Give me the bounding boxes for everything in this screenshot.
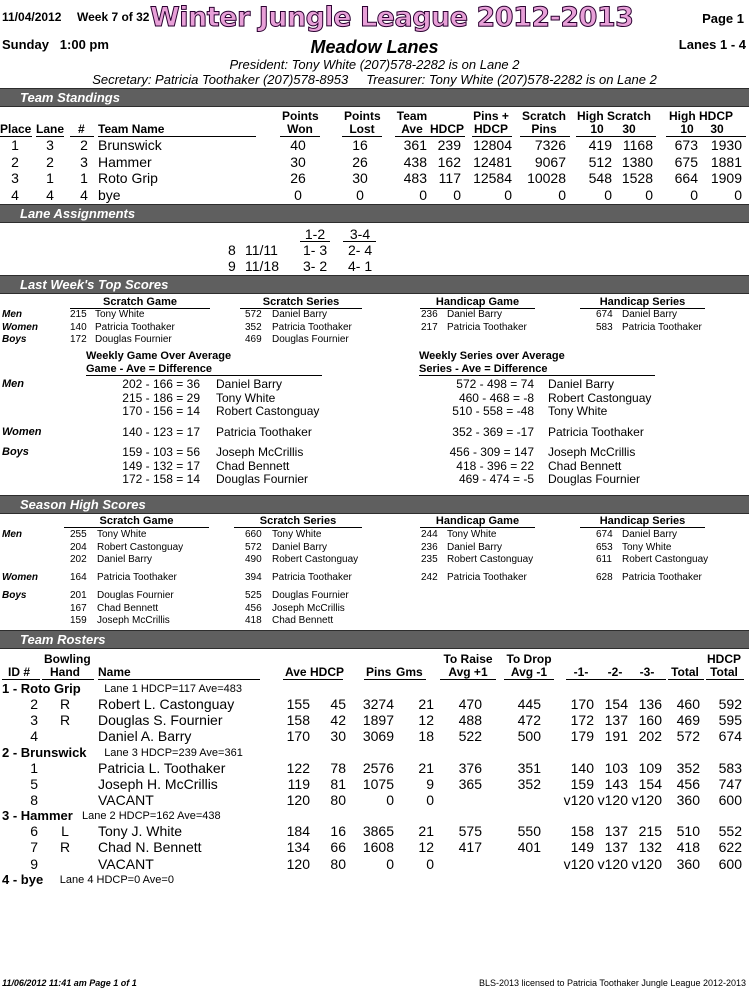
roster-cell: 179 (570, 728, 594, 745)
standings-cell: 3 (11, 170, 19, 186)
bowler-name: Robert Castonguay (622, 554, 709, 565)
roster-cell: 78 (330, 759, 346, 776)
standings-cell: 3 (46, 137, 54, 153)
score: 215 (70, 309, 87, 320)
score: 653 (596, 541, 613, 553)
player-name: Daniel A. Barry (98, 728, 192, 745)
roster-cell: R (59, 696, 71, 712)
roster-cell: 583 (718, 759, 742, 776)
roster-cell: 592 (718, 696, 742, 712)
over-avg-calc: 170 - 156 = 14 (122, 404, 200, 418)
score: 352 (245, 321, 262, 333)
standings-cell: 438 (403, 153, 427, 170)
secretary-line: Secretary: Patricia Toothaker (207)578-8953 Treasurer: Tony White (207)578-2282 is on Lane 2 (92, 72, 657, 87)
roster-cell: 184 (286, 823, 310, 840)
page-label: Page 1 (702, 11, 744, 26)
roster-cell: 418 (676, 839, 700, 856)
roster-cell: 140 (570, 759, 594, 776)
over-avg-calc: 140 - 123 = 17 (122, 425, 200, 439)
player-name: Tony J. White (98, 823, 183, 840)
bowler-name: Robert Castonguay (272, 554, 359, 565)
roster-cell: 191 (604, 728, 628, 745)
group-label: Men (2, 529, 22, 540)
standings-cell: 2 (80, 137, 88, 153)
score: 611 (596, 554, 612, 565)
roster-cell: v120 (563, 792, 594, 808)
standings-cell: 0 (690, 186, 698, 203)
standings-cell: 162 (437, 153, 461, 170)
team-title: 2 - Brunswick (2, 744, 87, 760)
standings-cell: 483 (403, 170, 427, 186)
standings-cell: 0 (734, 186, 742, 203)
score: 140 (70, 321, 87, 333)
bowler-name: Daniel Barry (272, 309, 328, 320)
roster-cell: 470 (458, 696, 482, 712)
section-last-week: Last Week's Top Scores (0, 275, 749, 294)
roster-cell: 3274 (362, 696, 394, 712)
roster-cell: 16 (330, 823, 346, 840)
roster-cell: 66 (330, 839, 346, 856)
bowler-name: Daniel Barry (97, 554, 153, 565)
standings-cell: 675 (674, 153, 698, 170)
roster-cell: 137 (604, 712, 628, 729)
roster-cell: 109 (638, 759, 662, 776)
bowler-name: Douglas Fournier (97, 590, 174, 601)
standings-cell: 40 (290, 137, 306, 153)
roster-cell: R (59, 839, 71, 856)
roster-cell: 149 (570, 839, 594, 856)
standings-cell: 26 (352, 153, 368, 170)
roster-cell: 155 (286, 696, 310, 712)
roster-cell: 120 (286, 792, 310, 808)
roster-cell: 42 (330, 712, 346, 729)
bowler-name: Joseph McCrillis (272, 602, 345, 614)
bowler-name: Patricia Toothaker (622, 572, 702, 583)
bowler-name: Patricia Toothaker (216, 425, 312, 439)
standings-cell: 117 (438, 170, 461, 186)
group-label: Boys (2, 590, 27, 601)
standings-cell: 2 (11, 153, 19, 170)
score: 204 (70, 541, 87, 553)
standings-cell: 548 (588, 170, 612, 186)
president-line: President: Tony White (207)578-2282 is on Lane 2 (229, 57, 520, 72)
team-title: 3 - Hammer (2, 808, 73, 824)
standings-cell: 0 (419, 186, 427, 203)
bowler-name: Tony White (95, 309, 145, 320)
roster-cell: 21 (418, 696, 434, 712)
roster-cell: 0 (426, 855, 434, 872)
roster-cell: v120 (597, 855, 628, 872)
standings-cell: 12584 (473, 170, 512, 186)
roster-cell: 445 (517, 696, 541, 712)
roster-cell: 154 (604, 696, 628, 712)
standings-cell: 4 (80, 186, 88, 203)
over-avg-calc: 572 - 498 = 74 (456, 377, 534, 391)
roster-cell: 80 (330, 855, 346, 872)
roster-cell: 9 (426, 775, 434, 792)
group-label: Women (2, 426, 42, 438)
team-name: bye (98, 186, 121, 203)
roster-cell: L (61, 823, 69, 840)
roster-cell: v120 (631, 855, 662, 872)
roster-cell: 137 (604, 839, 628, 856)
score: 172 (70, 334, 87, 345)
roster-cell: 3 (30, 712, 38, 729)
standings-cell: 12481 (473, 153, 512, 170)
roster-cell: 360 (676, 855, 700, 872)
score: 572 (245, 541, 262, 553)
roster-cell: 1 (30, 759, 38, 776)
roster-cell: 550 (517, 823, 541, 840)
standings-cell: 0 (558, 186, 566, 203)
over-avg-calc: 456 - 309 = 147 (449, 445, 534, 459)
score: 242 (421, 572, 438, 583)
bowler-name: Tony White (548, 404, 608, 418)
roster-cell: 376 (458, 759, 482, 776)
roster-cell: 12 (418, 839, 434, 856)
standings-cell: 664 (674, 170, 698, 186)
roster-cell: 4 (30, 728, 38, 745)
over-avg-calc: 202 - 166 = 36 (122, 377, 200, 391)
roster-cell: 158 (570, 823, 594, 840)
roster-cell: 360 (676, 792, 700, 808)
roster-cell: v120 (597, 792, 628, 808)
standings-cell: 0 (504, 186, 512, 203)
player-name: Robert L. Castonguay (98, 696, 235, 712)
group-label: Boys (2, 446, 29, 458)
roster-cell: 0 (386, 792, 394, 808)
standings-cell: 512 (588, 153, 612, 170)
bowler-name: Joseph McCrillis (216, 445, 304, 459)
over-avg-calc: 215 - 186 = 29 (122, 390, 200, 405)
over-avg-calc: 460 - 468 = -8 (458, 390, 534, 405)
bowler-name: Joseph McCrillis (548, 445, 636, 459)
score: 469 (245, 334, 262, 345)
roster-cell: 469 (676, 712, 700, 729)
over-avg-calc: 469 - 474 = -5 (458, 472, 534, 486)
roster-cell: 18 (418, 728, 434, 745)
score: 525 (245, 590, 262, 601)
player-name: Joseph H. McCrillis (98, 775, 218, 792)
bowler-name: Daniel Barry (447, 541, 503, 553)
roster-cell: 202 (638, 728, 662, 745)
bowler-name: Robert Castonguay (548, 390, 652, 405)
roster-cell: 472 (517, 712, 541, 729)
roster-cell: 170 (570, 696, 594, 712)
score: 244 (421, 529, 438, 540)
team-name: Hammer (98, 153, 152, 170)
bowler-name: Robert Castonguay (97, 541, 184, 553)
roster-cell: 5 (30, 775, 38, 792)
score: 167 (70, 602, 87, 614)
bowler-name: Patricia Toothaker (272, 321, 352, 333)
roster-cell: 103 (604, 759, 628, 776)
standings-cell: 12804 (473, 137, 512, 153)
bowler-name: Robert Castonguay (216, 404, 320, 418)
roster-cell: 137 (604, 823, 628, 840)
roster-cell: 2 (30, 696, 38, 712)
roster-cell: 622 (718, 839, 742, 856)
over-avg-calc: 418 - 396 = 22 (456, 458, 534, 473)
roster-cell: 170 (286, 728, 310, 745)
team-info: Lane 1 HDCP=117 Ave=483 (104, 683, 242, 695)
roster-cell: 595 (718, 712, 742, 729)
player-name: VACANT (98, 855, 154, 872)
bowler-name: Daniel Barry (622, 529, 678, 540)
standings-cell: 0 (294, 186, 302, 203)
lanes-label: Lanes 1 - 4 (678, 37, 746, 52)
standings-cell: 1 (80, 170, 88, 186)
standings-cell: 673 (674, 137, 698, 153)
group-label: Men (2, 309, 22, 320)
week-label: Week 7 of 32 (77, 10, 150, 24)
standings-cell: 7326 (534, 137, 566, 153)
roster-cell: 8 (30, 792, 38, 808)
team-title: 1 - Roto Grip (2, 681, 81, 696)
roster-cell: 575 (458, 823, 482, 840)
bowler-name: Patricia Toothaker (447, 572, 527, 583)
bowler-name: Daniel Barry (447, 309, 503, 320)
score: 236 (421, 541, 438, 553)
bowler-name: Tony White (272, 529, 322, 540)
roster-cell: 3865 (362, 823, 394, 840)
player-name: VACANT (98, 792, 154, 808)
roster-cell: 600 (718, 855, 742, 872)
roster-cell: v120 (631, 792, 662, 808)
standings-cell: 30 (352, 170, 368, 186)
roster-cell: 12 (418, 712, 434, 729)
bowler-name: Douglas Fournier (272, 590, 349, 601)
score: 201 (70, 590, 87, 601)
roster-cell: 80 (330, 792, 346, 808)
roster-cell: 122 (286, 759, 310, 776)
center-name: Meadow Lanes (310, 37, 439, 57)
roster-cell: 132 (638, 839, 662, 856)
roster-cell: 1897 (362, 712, 394, 729)
roster-cell: 215 (638, 823, 662, 840)
group-label: Women (2, 321, 38, 333)
score: 418 (245, 615, 262, 626)
roster-cell: 747 (718, 775, 742, 792)
standings-cell: 0 (356, 186, 364, 203)
roster-cell: 2576 (362, 759, 394, 776)
standings-cell: 10028 (527, 170, 566, 186)
group-label: Men (2, 378, 24, 390)
over-avg-calc: 172 - 158 = 14 (122, 472, 200, 486)
roster-cell: 134 (286, 839, 310, 856)
roster-cell: 7 (30, 839, 38, 856)
standings-cell: 1380 (621, 153, 653, 170)
standings-cell: 2 (46, 153, 54, 170)
score: 164 (70, 572, 87, 583)
roster-cell: 1608 (362, 839, 394, 856)
roster-cell: 456 (676, 775, 700, 792)
score: 235 (421, 554, 438, 565)
roster-cell: 0 (386, 855, 394, 872)
bowler-name: Daniel Barry (548, 377, 615, 391)
standings-cell: 1528 (621, 170, 653, 186)
over-avg-calc: 159 - 103 = 56 (122, 445, 200, 459)
standings-cell: 4 (11, 186, 19, 203)
roster-cell: 401 (517, 839, 541, 856)
roster-cell: 120 (286, 855, 310, 872)
bowler-name: Chad Bennett (548, 458, 622, 473)
roster-cell: 119 (287, 775, 310, 792)
roster-cell: 0 (426, 792, 434, 808)
roster-cell: 143 (604, 775, 628, 792)
section-team-rosters: Team Rosters (0, 630, 749, 649)
roster-cell: 572 (676, 728, 700, 745)
roster-cell: 3069 (362, 728, 394, 745)
standings-cell: 239 (437, 137, 461, 153)
roster-cell: 172 (570, 712, 594, 729)
roster-cell: 552 (718, 823, 742, 840)
bowler-name: Patricia Toothaker (272, 572, 352, 583)
team-info: Lane 3 HDCP=239 Ave=361 (104, 746, 243, 759)
section-season-high: Season High Scores (0, 495, 749, 514)
score: 394 (245, 572, 262, 583)
roster-cell: R (59, 712, 71, 729)
footer-left: 11/06/2012 11:41 am Page 1 of 1 (2, 978, 137, 988)
team-name: Roto Grip (98, 170, 158, 186)
score: 217 (421, 321, 438, 333)
score: 628 (596, 572, 613, 583)
bowler-name: Patricia Toothaker (622, 321, 702, 333)
roster-cell: 158 (286, 712, 310, 729)
bowler-name: Tony White (622, 541, 672, 553)
standings-cell: 0 (453, 186, 461, 203)
bowler-name: Tony White (216, 390, 276, 405)
roster-cell: 136 (638, 696, 662, 712)
group-label: Women (2, 572, 38, 583)
roster-cell: 45 (330, 696, 346, 712)
score: 674 (596, 309, 613, 320)
bowler-name: Chad Bennett (97, 602, 159, 614)
roster-cell: 600 (718, 792, 742, 808)
bowler-name: Daniel Barry (216, 377, 283, 391)
bowler-name: Patricia Toothaker (95, 321, 175, 333)
roster-cell: 30 (330, 728, 346, 745)
team-name: Brunswick (98, 137, 162, 153)
roster-cell: 21 (418, 759, 434, 776)
bowler-name: Robert Castonguay (447, 554, 534, 565)
standings-cell: 0 (604, 186, 612, 203)
roster-cell: 352 (517, 775, 541, 792)
score: 674 (596, 529, 613, 540)
roster-cell: 365 (458, 775, 482, 792)
roster-cell: 6 (30, 823, 38, 840)
section-team-standings: Team Standings (0, 88, 749, 107)
player-name: Patricia L. Toothaker (98, 759, 226, 776)
standings-cell: 9067 (534, 153, 566, 170)
day-time: Sunday 1:00 pm (2, 37, 109, 52)
bowler-name: Douglas Fournier (95, 334, 172, 345)
bowler-name: Chad Bennett (272, 615, 334, 626)
roster-cell: 674 (718, 728, 742, 745)
standings-cell: 1930 (710, 137, 742, 153)
bowler-name: Tony White (97, 529, 147, 540)
standings-cell: 1168 (622, 137, 653, 153)
footer-right: BLS-2013 licensed to Patricia Toothaker Jungle League 2012-2013 (478, 978, 746, 988)
roster-cell: 154 (638, 775, 662, 792)
roster-cell: 522 (458, 728, 482, 745)
score: 159 (70, 615, 87, 626)
standings-cell: 0 (645, 186, 653, 203)
roster-cell: 81 (330, 775, 346, 792)
score: 490 (245, 554, 262, 565)
standings-cell: 361 (403, 137, 427, 153)
roster-cell: 160 (638, 712, 662, 729)
team-info: Lane 2 HDCP=162 Ave=438 (82, 810, 221, 823)
bowler-name: Patricia Toothaker (447, 321, 527, 333)
standings-cell: 419 (588, 137, 612, 153)
standings-cell: 1909 (710, 170, 742, 186)
roster-cell: 488 (458, 712, 482, 729)
bowler-name: Patricia Toothaker (548, 425, 644, 439)
roster-cell: 1075 (362, 775, 394, 792)
roster-cell: 500 (517, 728, 541, 745)
bowler-name: Tony White (447, 529, 497, 540)
over-avg-calc: 352 - 369 = -17 (452, 425, 534, 439)
over-avg-calc: 149 - 132 = 17 (122, 458, 200, 473)
league-title: Winter Jungle League 2012-2013 (150, 2, 634, 33)
roster-cell: 460 (676, 696, 700, 712)
group-label: Boys (2, 334, 27, 345)
roster-cell: 9 (30, 855, 38, 872)
player-name: Douglas S. Fournier (98, 712, 223, 729)
roster-cell: 417 (458, 839, 482, 856)
roster-cell: 352 (676, 759, 700, 776)
bowler-name: Joseph McCrillis (97, 615, 170, 626)
score: 456 (245, 602, 262, 614)
bowler-name: Daniel Barry (272, 541, 328, 553)
standings-cell: 1 (46, 170, 54, 186)
bowler-name: Douglas Fournier (216, 472, 309, 486)
section-lane-assignments: Lane Assignments (0, 204, 749, 223)
score: 583 (596, 321, 613, 333)
standings-cell: 1 (11, 137, 19, 153)
bowler-name: Douglas Fournier (548, 472, 641, 486)
bowler-name: Daniel Barry (622, 309, 678, 320)
standings-cell: 26 (290, 170, 306, 186)
report-date: 11/04/2012 (2, 10, 62, 24)
roster-cell: v120 (563, 855, 594, 872)
roster-cell: 351 (517, 759, 541, 776)
roster-cell: 159 (570, 775, 594, 792)
score: 202 (70, 554, 87, 565)
team-info: Lane 4 HDCP=0 Ave=0 (59, 873, 174, 886)
roster-cell: 21 (418, 823, 434, 840)
score: 255 (70, 529, 87, 540)
roster-cell: 510 (676, 823, 700, 840)
score: 572 (245, 309, 262, 320)
standings-cell: 16 (352, 137, 368, 153)
player-name: Chad N. Bennett (98, 839, 202, 856)
standings-cell: 4 (46, 186, 54, 203)
standings-cell: 1881 (710, 153, 742, 170)
standings-cell: 3 (80, 153, 88, 170)
bowler-name: Chad Bennett (216, 458, 290, 473)
standings-cell: 30 (290, 153, 306, 170)
bowler-name: Patricia Toothaker (97, 572, 177, 583)
team-title: 4 - bye (2, 871, 44, 887)
over-avg-calc: 510 - 558 = -48 (452, 404, 534, 418)
score: 660 (245, 529, 262, 540)
score: 236 (421, 309, 438, 320)
bowler-name: Douglas Fournier (272, 334, 349, 345)
